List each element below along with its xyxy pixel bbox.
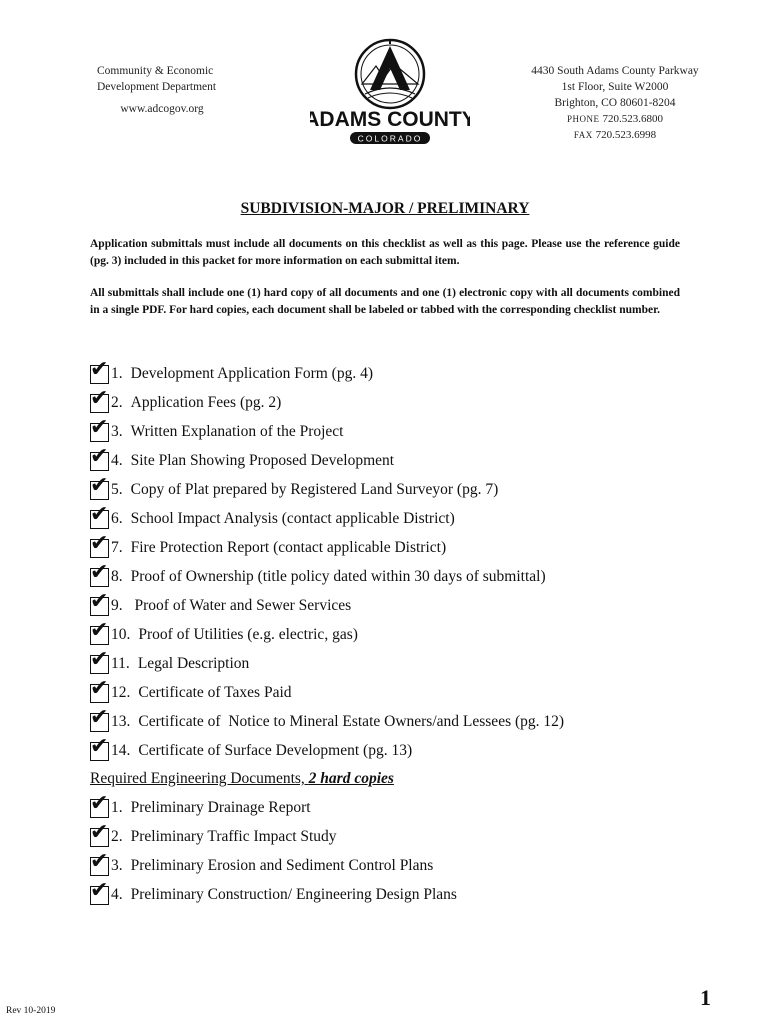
checkmark-icon: ✔ — [90, 646, 109, 672]
checkbox[interactable] — [90, 356, 109, 384]
logo-county-name: ADAMS COUNTY — [310, 108, 470, 131]
item-label: Development Application Form (pg. 4) — [130, 365, 373, 382]
item-number: 8. — [111, 568, 123, 585]
checkmark-icon: ✔ — [90, 588, 109, 614]
item-number: 6. — [111, 510, 123, 527]
checkmark-icon: ✔ — [90, 501, 109, 527]
address-line3: Brighton, CO 80601-8204 — [554, 97, 676, 109]
item-label: Preliminary Erosion and Sediment Control Plans — [130, 857, 434, 874]
item-label: Legal Description — [137, 655, 250, 672]
checklist-item — [90, 675, 292, 706]
item-number: 3. — [111, 857, 123, 874]
intro-paragraph-2: All submittals shall include one (1) hard copy of all documents and one (1) electronic copy with all documents combined in a single PDF. For hard copies, each document shall be labeled or tabbed with the corresponding checklist number. — [90, 287, 680, 316]
checkbox[interactable] — [90, 443, 109, 471]
engineering-section-title — [90, 770, 394, 788]
item-number: 7. — [111, 539, 123, 556]
checkmark-icon: ✔ — [90, 877, 109, 903]
checkmark-icon: ✔ — [90, 733, 109, 759]
checklist-item — [90, 501, 455, 532]
address-block — [520, 63, 710, 143]
checkmark-icon: ✔ — [90, 385, 109, 411]
item-label: School Impact Analysis (contact applicable District) — [130, 510, 455, 527]
item-number: 4. — [111, 886, 123, 903]
page-number: 1 — [700, 985, 711, 1010]
item-number: 5. — [111, 481, 123, 498]
item-label: Certificate of Taxes Paid — [138, 684, 292, 701]
address-line1: 4430 South Adams County Parkway — [531, 65, 699, 77]
checklist-item — [90, 704, 565, 735]
item-label: Site Plan Showing Proposed Development — [130, 452, 395, 469]
item-number: 1. — [111, 365, 123, 382]
item-number: 9. — [111, 597, 123, 614]
section-title-text: Required Engineering Documents, — [90, 770, 309, 787]
item-label: Preliminary Traffic Impact Study — [130, 828, 337, 845]
checklist-item — [90, 646, 250, 677]
engineering-item — [90, 819, 337, 850]
item-number: 10. — [111, 626, 131, 643]
checklist-item — [90, 733, 413, 764]
checklist-item — [90, 356, 373, 387]
item-label: Proof of Ownership (title policy dated within 30 days of submittal) — [130, 568, 546, 585]
fax-label: FAX — [573, 130, 593, 140]
item-number: 12. — [111, 684, 131, 701]
item-label: Preliminary Drainage Report — [130, 799, 311, 816]
checkmark-icon: ✔ — [90, 848, 109, 874]
checkmark-icon: ✔ — [90, 790, 109, 816]
checkmark-icon: ✔ — [90, 530, 109, 556]
checkbox[interactable] — [90, 588, 109, 616]
checkbox[interactable] — [90, 704, 109, 732]
phone-number: 720.523.6800 — [602, 113, 663, 125]
checkmark-icon: ✔ — [90, 443, 109, 469]
engineering-item — [90, 877, 457, 908]
checkmark-icon: ✔ — [90, 356, 109, 382]
checkbox[interactable] — [90, 385, 109, 413]
department-name-line2: Development Department — [97, 81, 217, 93]
address-line2: 1st Floor, Suite W2000 — [561, 81, 669, 93]
item-label: Fire Protection Report (contact applicable District) — [130, 539, 447, 556]
engineering-item — [90, 848, 434, 879]
checklist-item — [90, 472, 499, 503]
adams-county-logo — [310, 38, 470, 148]
item-label: Proof of Utilities (e.g. electric, gas) — [138, 626, 358, 643]
checklist-item — [90, 414, 344, 445]
department-block — [97, 63, 227, 117]
checkbox[interactable] — [90, 414, 109, 442]
intro-paragraph-1: Application submittals must include all documents on this checklist as well as this page. Please use the reference guide (pg. 3) included in this packet for more information on each submittal item. — [90, 238, 680, 267]
checkmark-icon: ✔ — [90, 559, 109, 585]
checkmark-icon: ✔ — [90, 472, 109, 498]
checkbox[interactable] — [90, 559, 109, 587]
logo-state-name: COLORADO — [357, 133, 423, 144]
checkbox[interactable] — [90, 530, 109, 558]
item-number: 4. — [111, 452, 123, 469]
item-label: Certificate of Notice to Mineral Estate Owners/and Lessees (pg. 12) — [138, 713, 565, 730]
checklist-item — [90, 588, 352, 619]
checklist-item — [90, 617, 358, 648]
website-link[interactable]: www.adcogov.org — [120, 103, 204, 115]
checklist-item — [90, 385, 282, 416]
checkbox[interactable] — [90, 733, 109, 761]
checkbox[interactable] — [90, 472, 109, 500]
item-number: 1. — [111, 799, 123, 816]
item-label: Written Explanation of the Project — [130, 423, 344, 440]
checkmark-icon: ✔ — [90, 704, 109, 730]
checkbox[interactable] — [90, 675, 109, 703]
checklist-item — [90, 443, 395, 474]
checkbox[interactable] — [90, 877, 109, 905]
department-name-line1: Community & Economic — [97, 65, 214, 77]
checkbox[interactable] — [90, 790, 109, 818]
item-label: Copy of Plat prepared by Registered Land Surveyor (pg. 7) — [130, 481, 499, 498]
item-number: 11. — [111, 655, 130, 672]
phone-label: PHONE — [567, 114, 600, 124]
checkbox[interactable] — [90, 646, 109, 674]
checkbox[interactable] — [90, 848, 109, 876]
checkmark-icon: ✔ — [90, 617, 109, 643]
item-number: 2. — [111, 828, 123, 845]
revision-label: Rev 10-2019 — [6, 1006, 56, 1016]
checkbox[interactable] — [90, 501, 109, 529]
engineering-item — [90, 790, 311, 821]
checklist-item — [90, 530, 447, 561]
item-number: 3. — [111, 423, 123, 440]
checklist-item — [90, 559, 546, 590]
page-title: SUBDIVISION-MAJOR / PRELIMINARY — [240, 200, 530, 217]
item-number: 13. — [111, 713, 131, 730]
item-number: 2. — [111, 394, 123, 411]
item-label: Preliminary Construction/ Engineering Design Plans — [130, 886, 457, 903]
checkbox[interactable] — [90, 617, 109, 645]
checkbox[interactable] — [90, 819, 109, 847]
item-label: Proof of Water and Sewer Services — [130, 597, 352, 614]
checkmark-icon: ✔ — [90, 819, 109, 845]
checkmark-icon: ✔ — [90, 675, 109, 701]
item-label: Application Fees (pg. 2) — [130, 394, 282, 411]
logo-emblem-icon — [310, 38, 470, 148]
item-number: 14. — [111, 742, 131, 759]
checkmark-icon: ✔ — [90, 414, 109, 440]
fax-number: 720.523.6998 — [595, 129, 657, 141]
item-label: Certificate of Surface Development (pg. 13) — [138, 742, 413, 759]
section-title-emphasis: 2 hard copies — [308, 770, 394, 787]
